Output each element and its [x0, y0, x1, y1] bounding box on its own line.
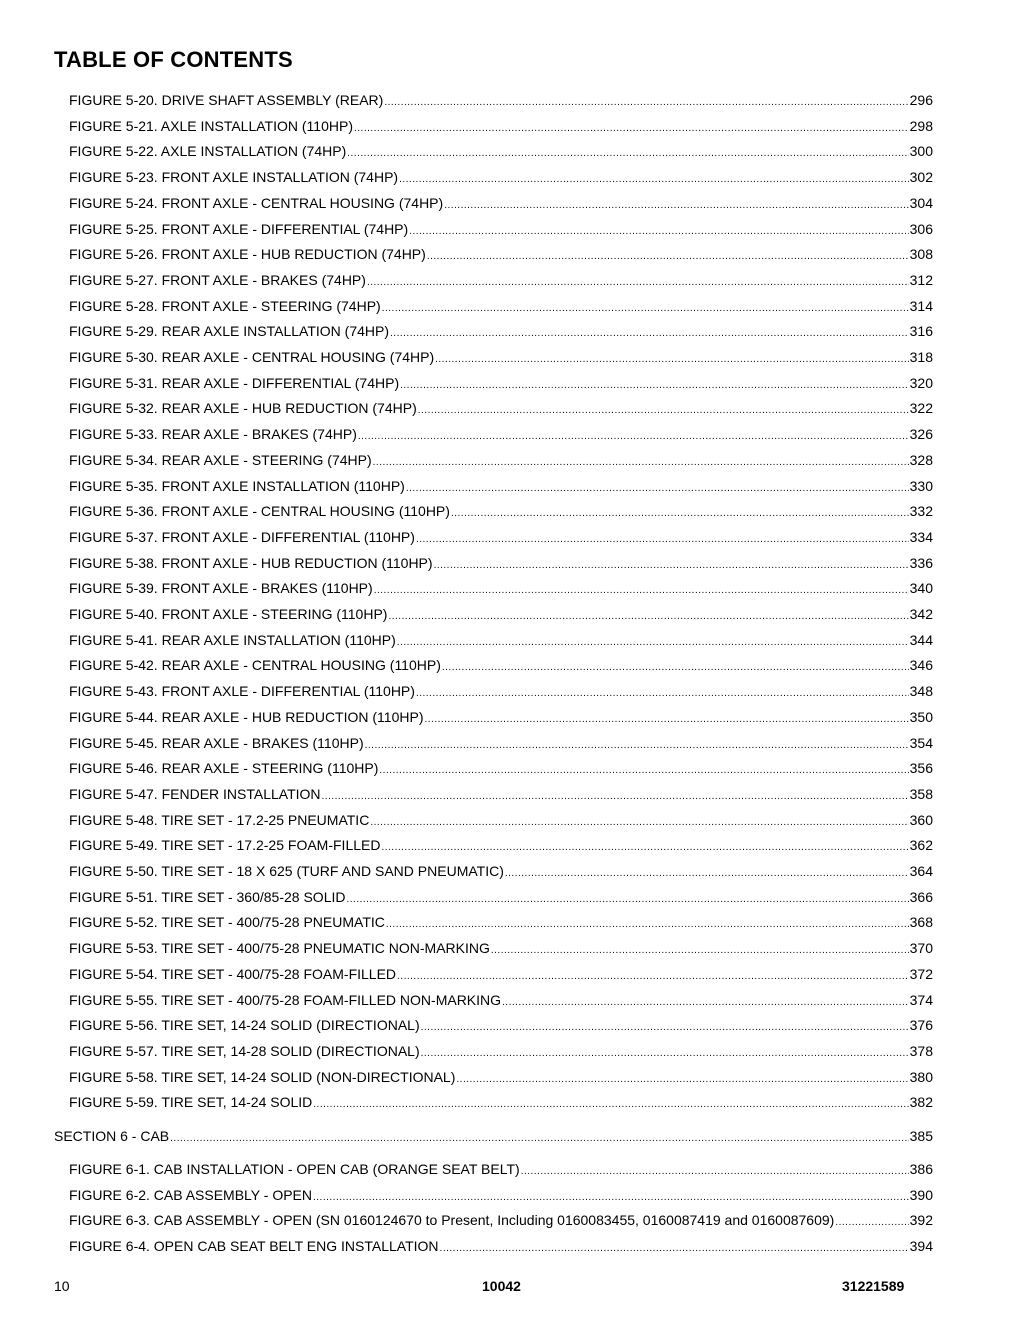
dot-leader	[347, 142, 908, 163]
toc-entry[interactable]	[69, 836, 933, 857]
toc-entry[interactable]	[69, 271, 933, 292]
toc-entry-page: 385	[909, 1128, 933, 1144]
toc-entry-page: 340	[909, 580, 933, 597]
toc-entry-label: FIGURE 5-44. REAR AXLE - HUB REDUCTION (110HP)	[69, 708, 424, 725]
toc-entry-label: FIGURE 5-28. FRONT AXLE - STEERING (74HP)	[69, 297, 381, 314]
toc-entry-label: FIGURE 5-30. REAR AXLE - CENTRAL HOUSING (74HP)	[69, 349, 435, 365]
toc-entry-label: FIGURE 5-52. TIRE SET - 400/75-28 PNEUMATIC	[69, 914, 385, 931]
toc-entry[interactable]	[69, 734, 933, 755]
dot-leader	[521, 1160, 909, 1181]
toc-entry-label: FIGURE 5-34. REAR AXLE - STEERING (74HP)	[69, 451, 372, 468]
toc-entry-page: 320	[909, 374, 933, 391]
dot-leader	[354, 117, 909, 138]
toc-entry-label: FIGURE 5-57. TIRE SET, 14-28 SOLID (DIRECTIONAL)	[69, 1042, 420, 1059]
toc-entry[interactable]	[69, 682, 933, 703]
toc-entry-page: 392	[909, 1212, 933, 1229]
toc-entry-page: 302	[909, 169, 933, 186]
toc-entry[interactable]	[69, 913, 933, 934]
toc-entry-label: FIGURE 5-48. TIRE SET - 17.2-25 PNEUMATIC	[69, 811, 370, 828]
toc-entry-page: 348	[909, 683, 933, 700]
toc-entry-label: FIGURE 5-31. REAR AXLE - DIFFERENTIAL (74HP)	[69, 374, 400, 391]
toc-entry[interactable]	[69, 656, 933, 677]
toc-entry[interactable]	[69, 194, 933, 215]
toc-entry-label: FIGURE 5-42. REAR AXLE - CENTRAL HOUSING (110HP)	[69, 657, 441, 674]
toc-entry-label: FIGURE 5-47. FENDER INSTALLATION	[69, 785, 321, 802]
dot-leader	[399, 168, 909, 189]
toc-entry-label: FIGURE 5-50. TIRE SET - 18 X 625 (TURF AND SAND PNEUMATIC)	[69, 863, 504, 879]
footer-part-number: 31221589	[842, 1278, 905, 1294]
toc-entry[interactable]	[69, 554, 933, 575]
toc-entry-page: 390	[909, 1186, 933, 1203]
toc-entry-label: FIGURE 6-3. CAB ASSEMBLY - OPEN (SN 0160124670 to Present, Including 0160083455, 0160087419 and 0160087609)	[69, 1212, 835, 1229]
toc-entry[interactable]	[69, 785, 933, 806]
toc-entry-page: 330	[909, 477, 933, 494]
dot-leader	[444, 194, 908, 215]
toc-entry-page: 394	[909, 1238, 933, 1255]
toc-entry[interactable]	[69, 811, 933, 832]
toc-entry[interactable]	[69, 862, 933, 883]
toc-entry-label: FIGURE 5-23. FRONT AXLE INSTALLATION (74HP)	[69, 169, 399, 186]
toc-entry[interactable]	[69, 759, 933, 780]
toc-entry[interactable]	[69, 374, 933, 395]
dot-leader	[416, 528, 909, 549]
toc-entry-page: 374	[909, 991, 933, 1008]
dot-leader	[835, 1211, 908, 1232]
dot-leader	[491, 939, 909, 960]
toc-entry-page: 378	[909, 1042, 933, 1059]
toc-entry-label: FIGURE 5-35. FRONT AXLE INSTALLATION (110HP)	[69, 477, 405, 494]
toc-entry[interactable]	[69, 1160, 933, 1181]
page-title: TABLE OF CONTENTS	[54, 47, 293, 72]
toc-entry[interactable]	[69, 1186, 933, 1207]
dot-leader	[397, 631, 909, 652]
dot-leader	[456, 1068, 908, 1089]
toc-entry[interactable]	[69, 502, 933, 523]
toc-entry-label: FIGURE 5-38. FRONT AXLE - HUB REDUCTION (110HP)	[69, 554, 433, 571]
dot-leader	[451, 502, 909, 523]
toc-entry[interactable]	[69, 1016, 933, 1037]
toc-entry-page: 364	[909, 863, 933, 879]
toc-entry[interactable]	[69, 322, 933, 343]
dot-leader	[416, 682, 909, 703]
toc-entry-label: FIGURE 5-24. FRONT AXLE - CENTRAL HOUSING (74HP)	[69, 194, 444, 211]
toc-entry-label: FIGURE 5-54. TIRE SET - 400/75-28 FOAM-FILLED	[69, 965, 397, 982]
dot-leader	[170, 1127, 909, 1148]
dot-leader	[379, 759, 908, 780]
dot-leader	[373, 451, 909, 472]
toc-entry-page: 362	[909, 837, 933, 854]
toc-entry-page: 336	[909, 554, 933, 571]
dot-leader	[418, 399, 909, 420]
toc-entry-label: FIGURE 5-51. TIRE SET - 360/85-28 SOLID	[69, 888, 346, 905]
toc-entry[interactable]	[69, 528, 933, 549]
toc-entry[interactable]	[69, 1211, 933, 1232]
dot-leader	[384, 91, 908, 112]
toc-entry[interactable]	[69, 245, 933, 266]
toc-entry[interactable]	[69, 220, 933, 241]
toc-entry[interactable]	[69, 348, 933, 369]
dot-leader	[346, 888, 908, 909]
toc-entry[interactable]	[69, 1093, 933, 1114]
toc-entry-page: 332	[909, 503, 933, 520]
toc-entry-label: FIGURE 5-45. REAR AXLE - BRAKES (110HP)	[69, 734, 364, 751]
toc-entry-label: FIGURE 5-32. REAR AXLE - HUB REDUCTION (74HP)	[69, 400, 417, 417]
toc-entry-label: FIGURE 5-25. FRONT AXLE - DIFFERENTIAL (74HP)	[69, 220, 409, 237]
dot-leader	[421, 1016, 909, 1037]
toc-entry-page: 356	[909, 760, 933, 777]
dot-leader	[409, 220, 908, 241]
toc-entry[interactable]	[69, 579, 933, 600]
toc-entry-label: FIGURE 6-1. CAB INSTALLATION - OPEN CAB (ORANGE SEAT BELT)	[69, 1161, 520, 1177]
toc-entry[interactable]	[69, 1068, 933, 1089]
toc-entry-label: FIGURE 5-22. AXLE INSTALLATION (74HP)	[69, 143, 347, 160]
toc-entry[interactable]	[69, 142, 933, 163]
dot-leader	[400, 374, 909, 395]
dot-leader	[388, 605, 908, 626]
toc-entry-page: 366	[909, 888, 933, 905]
dot-leader	[390, 322, 909, 343]
toc-entry-page: 314	[909, 297, 933, 314]
toc-entry[interactable]	[69, 451, 933, 472]
dot-leader	[397, 965, 909, 986]
toc-entry-page: 346	[909, 657, 933, 674]
toc-entry-label: FIGURE 5-27. FRONT AXLE - BRAKES (74HP)	[69, 271, 366, 288]
dot-leader	[427, 245, 909, 266]
dot-leader	[370, 811, 908, 832]
dot-leader	[322, 785, 909, 806]
toc-entry-page: 368	[909, 914, 933, 931]
toc-entry-page: 334	[909, 528, 933, 545]
dot-leader	[505, 862, 909, 883]
toc-entry-page: 344	[909, 631, 933, 648]
toc-entry-page: 354	[909, 734, 933, 751]
toc-entry-label: FIGURE 5-43. FRONT AXLE - DIFFERENTIAL (110HP)	[69, 683, 415, 700]
toc-entry-label: FIGURE 5-55. TIRE SET - 400/75-28 FOAM-FILLED NON-MARKING	[69, 991, 502, 1008]
toc-entry-label: FIGURE 5-29. REAR AXLE INSTALLATION (74HP)	[69, 323, 390, 340]
dot-leader	[502, 991, 909, 1012]
toc-entry-page: 298	[909, 117, 933, 134]
toc-entry[interactable]	[69, 965, 933, 986]
toc-entry-label: FIGURE 6-2. CAB ASSEMBLY - OPEN	[69, 1186, 312, 1203]
toc-entry[interactable]	[69, 425, 933, 446]
toc-entry-label: FIGURE 5-39. FRONT AXLE - BRAKES (110HP)	[69, 580, 373, 597]
toc-entry[interactable]	[69, 168, 933, 189]
toc-entry[interactable]	[69, 888, 933, 909]
dot-leader	[374, 579, 909, 600]
toc-section-entry[interactable]	[54, 1127, 933, 1148]
toc-entry[interactable]	[69, 708, 933, 729]
toc-entry-label: FIGURE 5-36. FRONT AXLE - CENTRAL HOUSING (110HP)	[69, 503, 450, 520]
dot-leader	[440, 1237, 909, 1258]
footer-doc-code: 10042	[482, 1278, 521, 1294]
toc-entry-label: SECTION 6 - CAB	[54, 1128, 170, 1144]
toc-entry-label: FIGURE 5-40. FRONT AXLE - STEERING (110HP)	[69, 606, 388, 622]
toc-entry-label: FIGURE 5-37. FRONT AXLE - DIFFERENTIAL (110HP)	[69, 528, 415, 545]
toc-entry-page: 306	[909, 220, 933, 237]
toc-entry-label: FIGURE 5-46. REAR AXLE - STEERING (110HP)	[69, 760, 379, 777]
toc-entry-page: 360	[909, 811, 933, 828]
toc-entry-page: 328	[909, 451, 933, 468]
toc-entry-label: FIGURE 5-26. FRONT AXLE - HUB REDUCTION (74HP)	[69, 246, 426, 263]
dot-leader	[442, 656, 909, 677]
dot-leader	[381, 836, 908, 857]
toc-entry-label: FIGURE 5-20. DRIVE SHAFT ASSEMBLY (REAR)	[69, 92, 384, 108]
toc-entry[interactable]	[69, 631, 933, 652]
toc-entry-label: FIGURE 5-21. AXLE INSTALLATION (110HP)	[69, 117, 353, 134]
dot-leader	[406, 477, 909, 498]
toc-entry-page: 296	[909, 92, 933, 108]
toc-entry[interactable]	[69, 939, 933, 960]
toc-entry-label: FIGURE 5-56. TIRE SET, 14-24 SOLID (DIRECTIONAL)	[69, 1017, 420, 1034]
dot-leader	[424, 708, 908, 729]
dot-leader	[421, 1042, 909, 1063]
toc-entry-page: 370	[909, 940, 933, 957]
toc-entry-page: 350	[909, 708, 933, 725]
toc-entry-page: 316	[909, 323, 933, 340]
toc-entry-page: 304	[909, 194, 933, 211]
toc-entry-label: FIGURE 5-33. REAR AXLE - BRAKES (74HP)	[69, 426, 357, 443]
toc-entry[interactable]	[69, 477, 933, 498]
toc-entry[interactable]	[69, 1042, 933, 1063]
dot-leader	[386, 913, 909, 934]
toc-entry-page: 300	[909, 143, 933, 160]
toc-entry-page: 382	[909, 1094, 933, 1111]
toc-entry-page: 312	[909, 271, 933, 288]
toc-entry-label: FIGURE 5-41. REAR AXLE INSTALLATION (110HP)	[69, 631, 396, 648]
toc-entry-page: 380	[909, 1068, 933, 1085]
toc-entry[interactable]	[69, 605, 933, 626]
dot-leader	[313, 1093, 908, 1114]
toc-entry-page: 372	[909, 965, 933, 982]
dot-leader	[358, 425, 909, 446]
toc-entry[interactable]	[69, 117, 933, 138]
toc-entry-page: 308	[909, 246, 933, 263]
dot-leader	[434, 554, 909, 575]
toc-entry[interactable]	[69, 399, 933, 420]
toc-entry-label: FIGURE 5-58. TIRE SET, 14-24 SOLID (NON-DIRECTIONAL)	[69, 1068, 456, 1085]
toc-entry-page: 342	[909, 606, 933, 622]
dot-leader	[435, 348, 909, 369]
dot-leader	[365, 734, 909, 755]
toc-entry[interactable]	[69, 297, 933, 318]
footer-page-number: 10	[54, 1278, 70, 1294]
dot-leader	[313, 1186, 909, 1207]
toc-entry-label: FIGURE 5-53. TIRE SET - 400/75-28 PNEUMATIC NON-MARKING	[69, 940, 490, 957]
toc-entry-page: 322	[909, 400, 933, 417]
toc-entry-page: 326	[909, 426, 933, 443]
toc-entry-label: FIGURE 5-49. TIRE SET - 17.2-25 FOAM-FILLED	[69, 837, 381, 854]
toc-entry-page: 318	[909, 349, 933, 365]
toc-entry[interactable]	[69, 991, 933, 1012]
dot-leader	[367, 271, 909, 292]
toc-entry-page: 376	[909, 1017, 933, 1034]
toc-entry-label: FIGURE 5-59. TIRE SET, 14-24 SOLID	[69, 1094, 313, 1111]
toc-entry[interactable]	[69, 1237, 933, 1258]
dot-leader	[382, 297, 909, 318]
toc-entry-page: 358	[909, 785, 933, 802]
toc-entry-label: FIGURE 6-4. OPEN CAB SEAT BELT ENG INSTALLATION	[69, 1238, 439, 1255]
toc-entry[interactable]	[69, 91, 933, 112]
toc-entry-page: 386	[909, 1161, 933, 1177]
